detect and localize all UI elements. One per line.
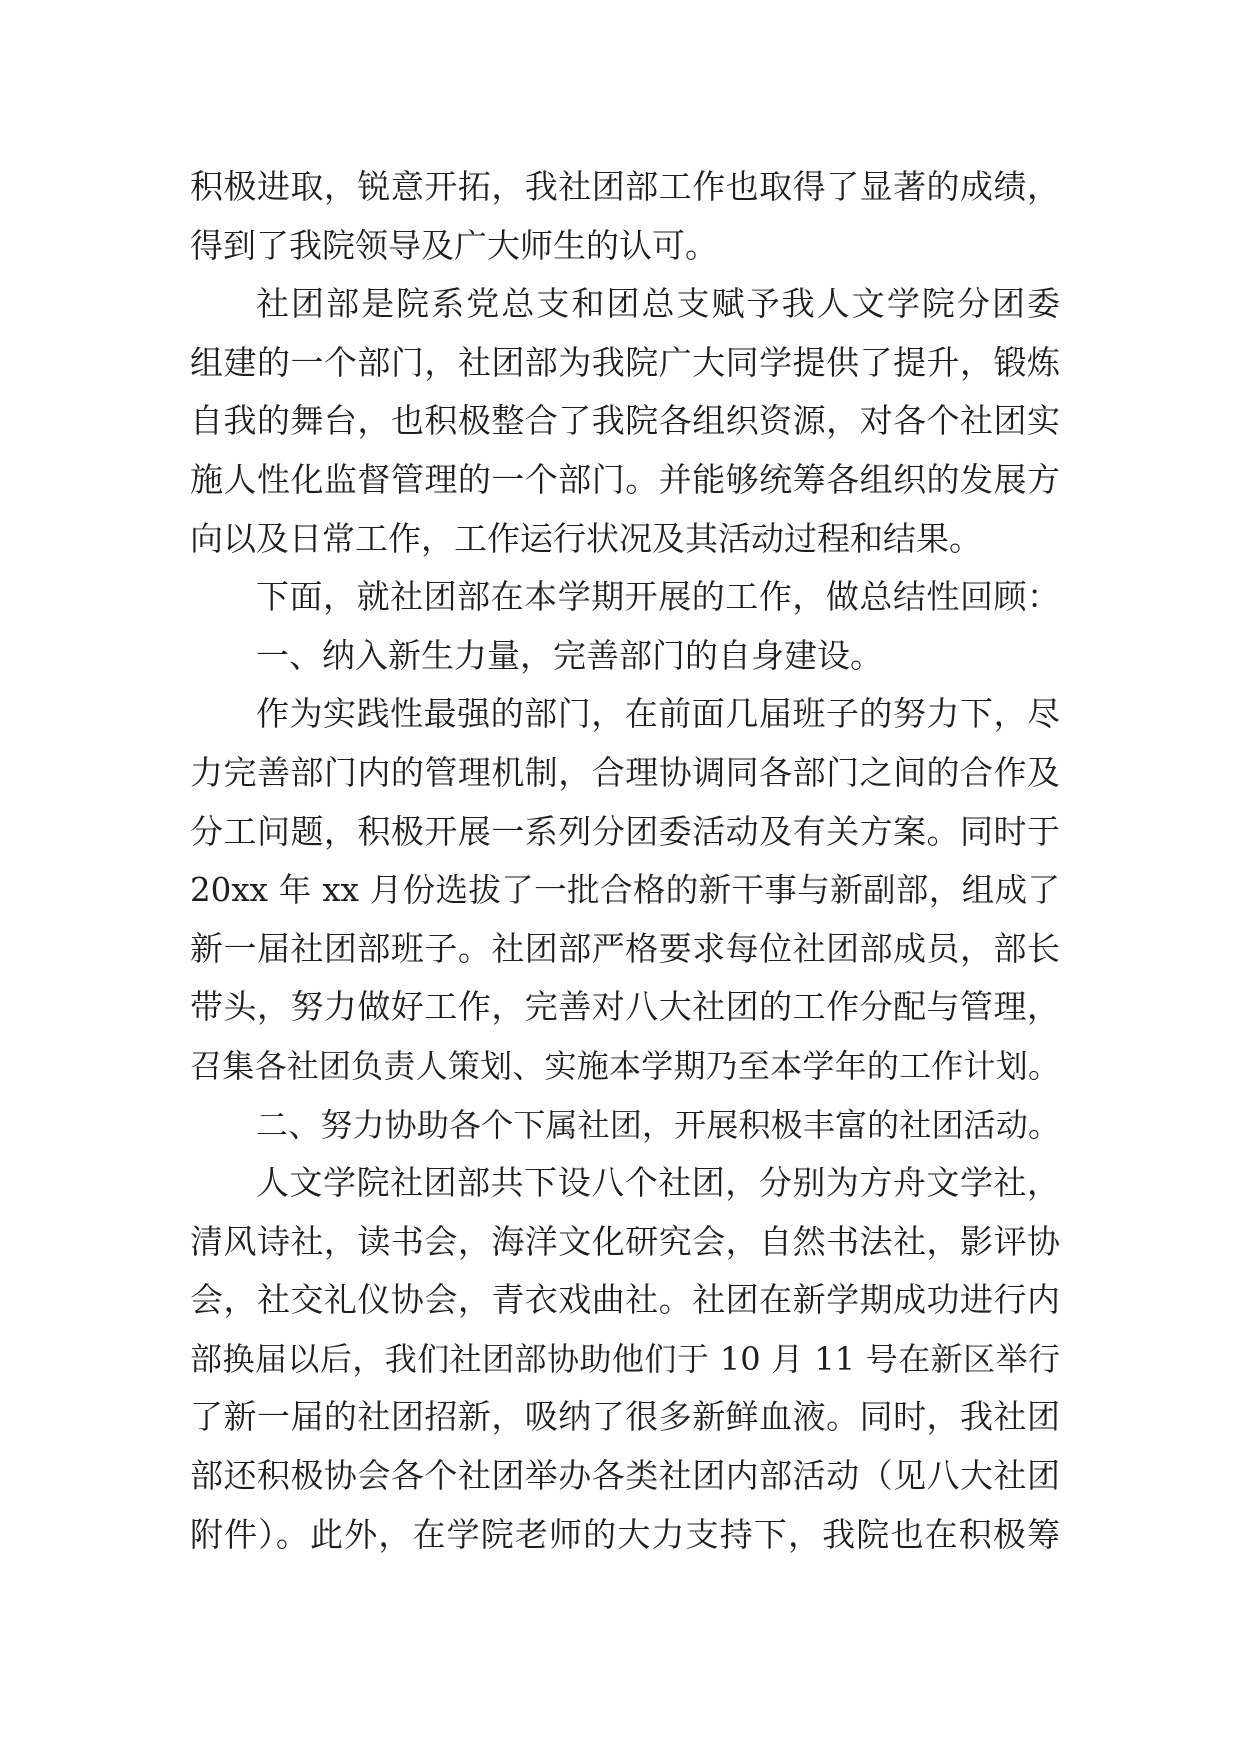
text-line: 向以及日常工作，工作运行状况及其活动过程和结果。: [190, 518, 982, 558]
text-line: 一、纳入新生力量，完善部门的自身建设。: [256, 635, 883, 675]
text-line: 附件）。此外，在学院老师的大力支持下，我院也在积极筹: [190, 1514, 1060, 1554]
text-line: 得到了我院领导及广大师生的认可。: [190, 225, 718, 265]
text-line: 自我的舞台，也积极整合了我院各组织资源，对各个社团实: [190, 401, 1060, 441]
text-line: 社团部是院系党总支和团总支赋予我人文学院分团委: [256, 284, 1060, 324]
text-line: 分工问题，积极开展一系列分团委活动及有关方案。同时于: [190, 811, 1060, 851]
text-line: 召集各社团负责人策划、实施本学期乃至本学年的工作计划。: [190, 1046, 1060, 1085]
text-line: 了新一届的社团招新，吸纳了很多新鲜血液。同时，我社团: [190, 1397, 1060, 1437]
text-line: 20xx 年 xx 月份选拔了一批合格的新干事与新副部，组成了: [190, 871, 1060, 910]
text-line: 积极进取，锐意开拓，我社团部工作也取得了显著的成绩，: [190, 167, 1060, 206]
text-line: 部换届以后，我们社团部协助他们于 10 月 11 号在新区举行: [190, 1339, 1060, 1378]
text-line: 部还积极协会各个社团举办各类社团内部活动（见八大社团: [190, 1456, 1060, 1496]
text-line: 作为实践性最强的部门，在前面几届班子的努力下，尽: [256, 694, 1060, 734]
text-line: 下面，就社团部在本学期开展的工作，做总结性回顾：: [256, 577, 1060, 617]
text-line: 组建的一个部门，社团部为我院广大同学提供了提升，锻炼: [190, 342, 1060, 382]
text-line: 带头，努力做好工作，完善对八大社团的工作分配与管理，: [190, 987, 1060, 1027]
text-line: 力完善部门内的管理机制，合理协调同各部门之间的合作及: [190, 752, 1060, 792]
body-text: [190, 158, 1060, 1564]
text-line: 清风诗社，读书会，海洋文化研究会，自然书法社，影评协: [190, 1221, 1060, 1261]
text-line: 二、努力协助各个下属社团，开展积极丰富的社团活动。: [256, 1105, 1060, 1144]
text-line: 人文学院社团部共下设八个社团，分别为方舟文学社，: [256, 1163, 1060, 1203]
text-line: 施人性化监督管理的一个部门。并能够统筹各组织的发展方: [190, 459, 1060, 499]
text-line: 新一届社团部班子。社团部严格要求每位社团部成员，部长: [190, 928, 1060, 968]
text-line: 会，社交礼仪协会，青衣戏曲社。社团在新学期成功进行内: [190, 1280, 1060, 1320]
